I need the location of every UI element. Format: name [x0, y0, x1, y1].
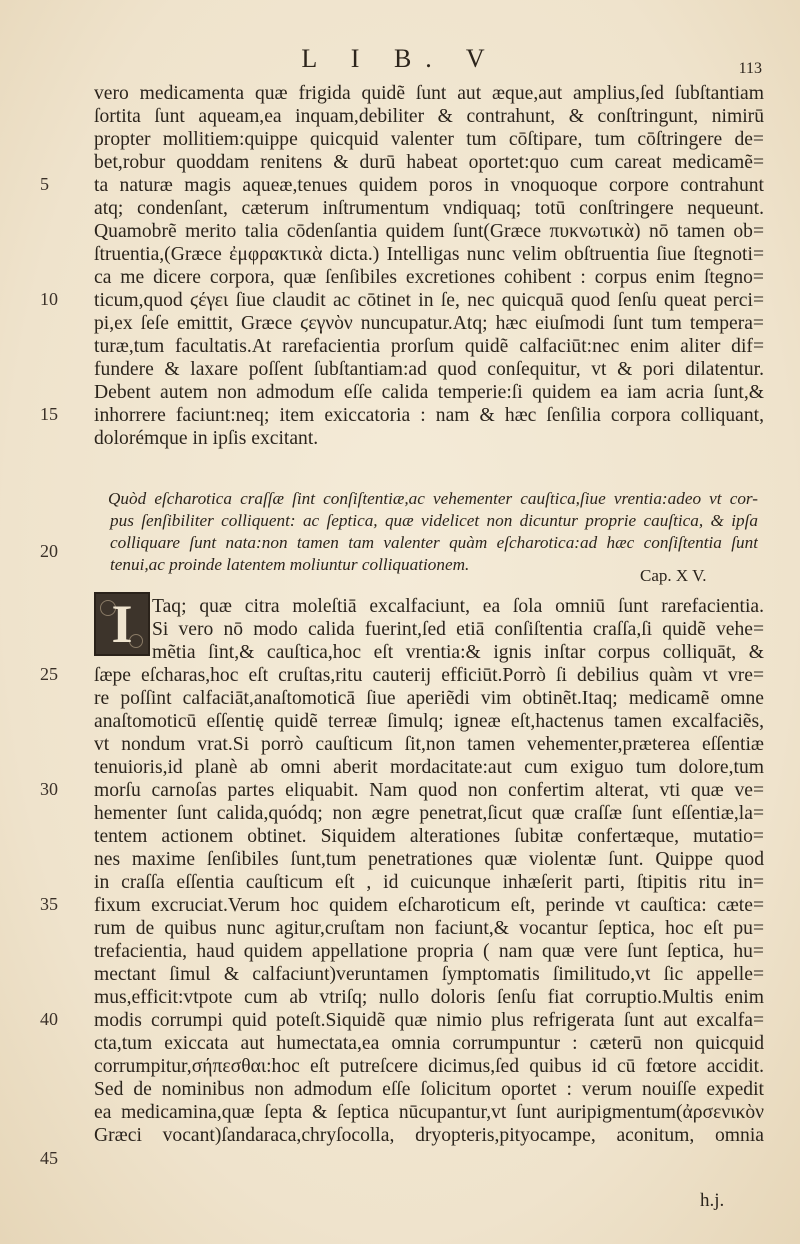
text-line: propter mollitiem:quippe quicquid valenter tum cōſtipare, tum cōſtringere de= [94, 129, 764, 150]
chapter-label: Cap. X V. [640, 566, 707, 585]
text-block-initial [94, 595, 764, 664]
text-line: mectant ſimul & calfaciunt)veruntamen ſymptomatis ſimilitudo,vt ſic appelle= [94, 964, 764, 985]
text-line: tentem actionem obtinet. Siquidem alterationes ſubitæ confertæque, mutatio= [94, 826, 764, 847]
line-number: 5 [40, 174, 49, 194]
text-line: bet,robur quoddam renitens & durū habeat oportet:quo cum careat medicamẽ= [94, 152, 764, 173]
text-line: hementer ſunt calida,quódq; non ægre penetrat,ſicut quæ craſſæ ſunt eſſentiæ,la= [94, 803, 764, 824]
initial-letter: I [111, 594, 133, 654]
line-number: 20 [40, 541, 58, 561]
text-line: pi,ex ſeſe emittit, Græce ϛεγνὸν nuncupatur.Atq; hæc eiuſmodi ſunt tum tempera= [94, 313, 764, 334]
text-line: Quamobrẽ merito talia cōdenſantia quidem ſunt(Græce πυκνωτικὰ) nō tamen ob= [94, 221, 764, 242]
text-line: inhorrere faciunt:neq; item exiccatoria : nam & hæc ſenſilia corpora colliquant, [94, 405, 764, 426]
line-number: 35 [40, 894, 58, 914]
text-block-upper [94, 82, 764, 450]
text-line: Græci vocant)ſandaraca,chryſocolla, dryopteris,pityocampe, aconitum, omnia [94, 1125, 764, 1146]
text-line: turæ,tum facultatis.At rarefacientia prorſum quidẽ calfaciūt:nec enim aliter dif= [94, 336, 764, 357]
text-line: vt nondum vrat.Si porrò cauſticum ſit,non tamen vehementer,præterea eſſentiæ [94, 734, 764, 755]
text-line: fixum excruciat.Verum hoc quidem eſcharoticum eſt, perinde vt cauſtica: cæte= [94, 895, 764, 916]
text-line: rum de quibus nunc agitur,cruſtam non faciunt,& vocantur ſeptica, hoc eſt pu= [94, 918, 764, 939]
text-line: Taq; quæ citra moleſtiā excalfaciunt, ea ſola omniū ſunt rarefacientia. [152, 596, 764, 617]
text-line: modis corrumpi quid poteſt.Siquidẽ quæ nimio plus refrigerata ſunt aut excalfa= [94, 1010, 764, 1031]
text-line: ſtruentia,(Græce ἐμφρακτικὰ dicta.) Intelligas nunc velim obſtruentia ſiue ſtegnoti= [94, 244, 764, 265]
text-line: ſortita ſunt aqueam,ea inquam,debiliter & contrahunt, & conſtringunt, nimirū [94, 106, 764, 127]
text-line: in craſſa eſſentia cauſticum eſt , id cuicunque inhæſerit parti, ſtipitis ritu in= [94, 872, 764, 893]
line-number: 40 [40, 1009, 58, 1029]
text-line: trefacientia, haud quidem appellatione propria ( nam quæ vere ſunt ſeptica, hu= [94, 941, 764, 962]
text-line: nes maxime ſenſibiles ſunt,tum penetrationes quæ violentæ ſunt. Quippe quod [94, 849, 764, 870]
text-line: re poſſint calfaciāt,anaſtomoticā ſiue aperiẽdi vim obtinẽt.Itaq; medicamẽ omne [94, 688, 764, 709]
summary-line: colliquare ſunt nata:non tamen tam valenter quàm eſcharotica:ad hæc conſiſtentia ſunt [110, 533, 758, 552]
summary-line: pus ſenſibiliter colliquent: ac ſeptica, quæ videlicet non dicuntur proprie cauſtica, & ipſa [110, 511, 758, 530]
text-line: corrumpitur,σήπεσθαι:hoc eſt putreſcere dicimus,ſed quibus id cū fœtore accidit. [94, 1056, 764, 1077]
text-line: Si vero nō modo calida fuerint,ſed etiā conſiſtentia craſſa,ſi quidẽ vehe= [152, 619, 764, 640]
text-line: cta,tum exiccata aut humectata,ea omnia corrumpuntur : cæterū non quicquid [94, 1033, 764, 1054]
text-line: atq; condenſant, cæterum inſtrumentum vndiquaq; totū conſtringere nequeunt. [94, 198, 764, 219]
text-line: mus,efficit:vtpote cum ab vtriſq; nullo doloris ſenſu fiat corruptio.Multis enim [94, 987, 764, 1008]
chapter-summary [108, 488, 758, 576]
line-number: 10 [40, 289, 58, 309]
text-line: ticum,quod ϛέγει ſiue claudit ac cōtinet in ſe, nec quicquā quod ſenſu queat perci= [94, 290, 764, 311]
text-block-lower [94, 664, 764, 1147]
text-line: anaſtomoticū eſſentię quidẽ terreæ ſimulq; igneæ eſt,hactenus tamen excalfaciẽs, [94, 711, 764, 732]
text-line: ſæpe eſcharas,hoc eſt cruſtas,ritu cauterij efficiūt.Porrò ſi debilius quàm vt vre= [94, 665, 764, 686]
text-line: vero medicamenta quæ frigida quidẽ ſunt aut æque,aut amplius,ſed ſubſtantiam [94, 83, 764, 104]
text-line: Sed de nominibus non admodum eſſe ſolicitum oportet : verum nouiſſe expedit [94, 1079, 764, 1100]
text-line: morſu carnoſas partes eliquabit. Nam quod non confertim alterat, vti quæ ve= [94, 780, 764, 801]
text-line: fundere & laxare poſſent ſubſtantiam:ad quod conſequitur, vt & pori dilatentur. [94, 359, 764, 380]
text-line: Debent autem non admodum eſſe calida temperie:ſi quidem ea iam acria ſunt,& [94, 382, 764, 403]
text-line: ea medicamina,quæ ſepta & ſeptica nūcupantur,vt ſunt auripigmentum(ἀρσενικὸν [94, 1102, 764, 1123]
text-line: dolorémque in ipſis excitant. [94, 428, 319, 449]
text-line: ca me dicere corpora, quæ ſenſibiles excretiones cohibent : corpus enim ſtegno= [94, 267, 764, 288]
line-number: 30 [40, 779, 58, 799]
page-number: 113 [738, 60, 762, 77]
line-number: 15 [40, 404, 58, 424]
catchword: h.j. [700, 1190, 725, 1211]
line-number: 25 [40, 664, 58, 684]
summary-line: Quòd eſcharotica craſſæ ſint conſiſtentiæ,ac vehementer cauſtica,ſiue vrentia:adeo vt cor- [108, 489, 758, 508]
text-line: tenuioris,id planè ab omni aberit mordacitate:aut cum exiguo tum dolore,tum [94, 757, 764, 778]
text-line: ta naturæ magis aqueæ,tenues quidem poros in vnoquoque corpore contrahunt [94, 175, 764, 196]
line-number: 45 [40, 1148, 58, 1168]
summary-line: tenui,ac proinde latentem moliuntur colliquationem. [110, 555, 470, 574]
running-head: L I B. V [301, 44, 499, 73]
text-line: mẽtia ſint,& cauſtica,hoc eſt vrentia:& ignis inſtar corpus colliquāt, & [152, 642, 764, 663]
